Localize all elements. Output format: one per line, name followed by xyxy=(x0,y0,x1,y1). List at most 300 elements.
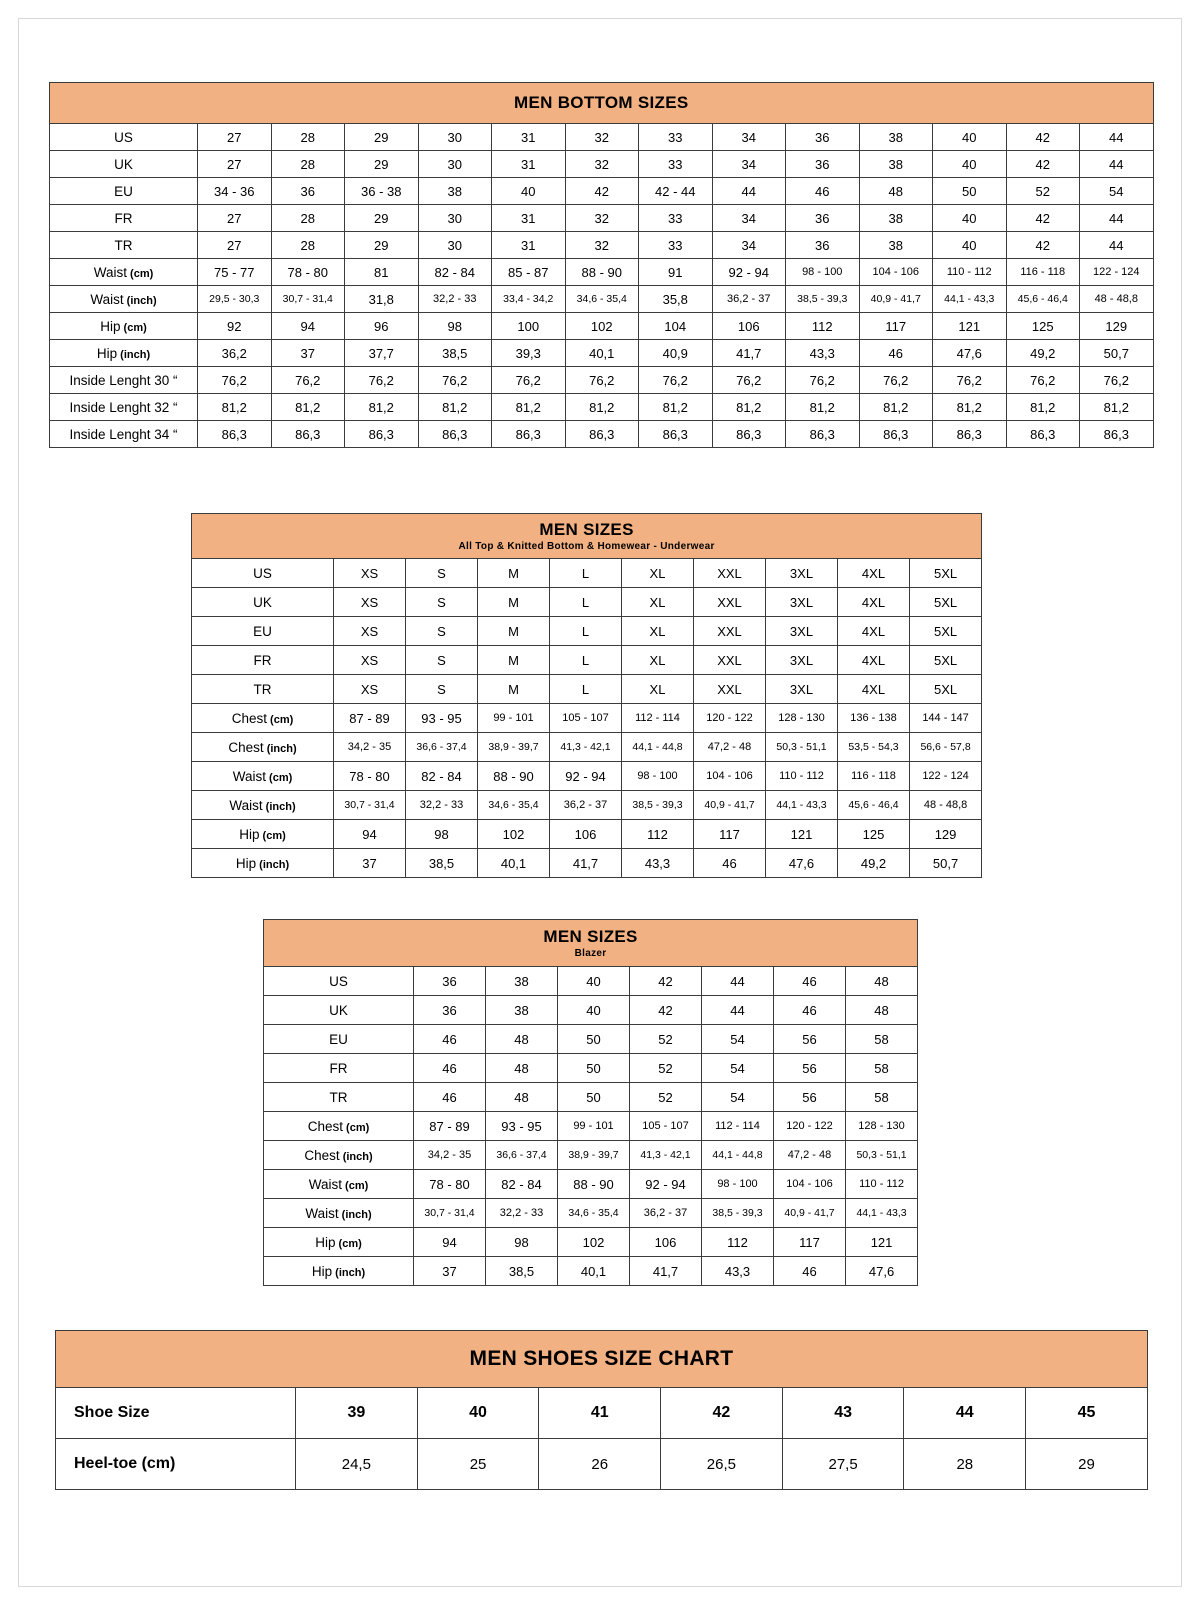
table-cell: 40,9 - 41,7 xyxy=(859,286,933,313)
table-cell: 40,9 - 41,7 xyxy=(774,1199,846,1228)
table-cell: 46 xyxy=(414,1025,486,1054)
table-cell: 47,2 - 48 xyxy=(694,733,766,762)
table-cell: 76,2 xyxy=(933,367,1007,394)
table-cell: 36 xyxy=(786,232,860,259)
table-cell: 32,2 - 33 xyxy=(418,286,492,313)
table-cell: 36 xyxy=(271,178,345,205)
table-cell: XL xyxy=(622,675,694,704)
table-cell: 106 xyxy=(712,313,786,340)
table-cell: 36 xyxy=(786,124,860,151)
row-label-text: Chest xyxy=(304,1147,340,1163)
row-label-unit: (cm) xyxy=(259,829,286,842)
table-cell: 48 xyxy=(486,1083,558,1112)
table-cell: 54 xyxy=(1080,178,1154,205)
table-cell: 86,3 xyxy=(712,421,786,448)
table-cell: 50,3 - 51,1 xyxy=(846,1141,918,1170)
row-label-text: Waist xyxy=(90,291,124,307)
table-cell: 30 xyxy=(418,232,492,259)
table-cell: 86,3 xyxy=(639,421,713,448)
table-cell: 110 - 112 xyxy=(766,762,838,791)
table-row xyxy=(264,1257,918,1286)
table-cell: 88 - 90 xyxy=(478,762,550,791)
table-cell: 42 xyxy=(1006,205,1080,232)
table-cell: 44,1 - 43,3 xyxy=(933,286,1007,313)
table-cell: 125 xyxy=(838,820,910,849)
table-cell: 5XL xyxy=(910,588,982,617)
table-cell: 76,2 xyxy=(639,367,713,394)
row-label-text: TR xyxy=(114,237,133,253)
table-cell: 56 xyxy=(774,1025,846,1054)
table-cell: 31 xyxy=(492,151,566,178)
table-cell: 44,1 - 43,3 xyxy=(766,791,838,820)
table-cell: 3XL xyxy=(766,588,838,617)
table-row xyxy=(264,1170,918,1199)
table-row xyxy=(50,259,1154,286)
table-cell: 34 - 36 xyxy=(198,178,272,205)
table-cell: 33 xyxy=(639,232,713,259)
table-cell: 27 xyxy=(198,232,272,259)
table-cell: 121 xyxy=(846,1228,918,1257)
table-title: MEN BOTTOM SIZES xyxy=(514,93,689,113)
table-cell: 81,2 xyxy=(418,394,492,421)
table-subtitle: All Top & Knitted Bottom & Homewear - Underwear xyxy=(458,541,715,553)
table-cell: 36,6 - 37,4 xyxy=(486,1141,558,1170)
table-cell: 24,5 xyxy=(296,1439,418,1490)
table-cell: 87 - 89 xyxy=(414,1112,486,1141)
table-cell: XS xyxy=(334,588,406,617)
table-cell: 48 xyxy=(486,1025,558,1054)
table-cell: 102 xyxy=(558,1228,630,1257)
table-cell: 91 xyxy=(639,259,713,286)
table-cell: 41,3 - 42,1 xyxy=(550,733,622,762)
table-cell: 98 xyxy=(418,313,492,340)
row-label-text: Chest xyxy=(228,739,264,755)
table-row xyxy=(50,286,1154,313)
table-cell: 34,2 - 35 xyxy=(414,1141,486,1170)
men-bottom-sizes-table xyxy=(49,82,1154,448)
row-label-text: Hip xyxy=(315,1234,336,1250)
row-label-text: TR xyxy=(329,1089,348,1105)
table-cell: 104 - 106 xyxy=(774,1170,846,1199)
table-cell: 39,3 xyxy=(492,340,566,367)
table-cell: 40 xyxy=(933,232,1007,259)
table-cell: 98 - 100 xyxy=(622,762,694,791)
row-label xyxy=(50,340,198,367)
table-title-cell xyxy=(264,920,918,967)
table-cell: 5XL xyxy=(910,617,982,646)
table-cell: L xyxy=(550,559,622,588)
table-cell: XS xyxy=(334,675,406,704)
table-cell: 98 xyxy=(486,1228,558,1257)
table-row xyxy=(50,421,1154,448)
table-cell: 94 xyxy=(334,820,406,849)
row-label xyxy=(56,1388,296,1439)
table-cell: L xyxy=(550,617,622,646)
table-cell: 56 xyxy=(774,1083,846,1112)
table-cell: 75 - 77 xyxy=(198,259,272,286)
row-label xyxy=(50,367,198,394)
table-cell: 76,2 xyxy=(1006,367,1080,394)
table-cell: 44 xyxy=(1080,124,1154,151)
table-cell: 144 - 147 xyxy=(910,704,982,733)
table-cell: 3XL xyxy=(766,559,838,588)
table-cell: 46 xyxy=(774,967,846,996)
table-cell: 56 xyxy=(774,1054,846,1083)
table-cell: 38 xyxy=(859,232,933,259)
table-cell: 81,2 xyxy=(345,394,419,421)
table-cell: 40,9 xyxy=(639,340,713,367)
row-label-text: Chest xyxy=(307,1118,343,1134)
table-cell: 81,2 xyxy=(492,394,566,421)
row-label-text: Hip xyxy=(100,318,121,334)
table-cell: 129 xyxy=(910,820,982,849)
table-cell: 40,9 - 41,7 xyxy=(694,791,766,820)
table-cell: 31 xyxy=(492,232,566,259)
table-cell: 36,2 - 37 xyxy=(712,286,786,313)
table-cell: 86,3 xyxy=(198,421,272,448)
table-cell: 31,8 xyxy=(345,286,419,313)
table-cell: 86,3 xyxy=(1006,421,1080,448)
row-label xyxy=(264,1257,414,1286)
table-cell: 58 xyxy=(846,1083,918,1112)
table-cell: XXL xyxy=(694,646,766,675)
table-cell: 27 xyxy=(198,151,272,178)
table-cell: 58 xyxy=(846,1054,918,1083)
row-label xyxy=(50,286,198,313)
table-cell: 37 xyxy=(271,340,345,367)
table-cell: 125 xyxy=(1006,313,1080,340)
table-cell: 112 - 114 xyxy=(702,1112,774,1141)
table-cell: 42 xyxy=(565,178,639,205)
table-cell: 102 xyxy=(478,820,550,849)
row-label xyxy=(56,1439,296,1490)
table-cell: 121 xyxy=(933,313,1007,340)
row-label-text: FR xyxy=(114,210,133,226)
row-label-text: Inside Lenght 34 “ xyxy=(69,426,178,442)
row-label xyxy=(50,178,198,205)
table-row xyxy=(192,588,982,617)
table-cell: 41 xyxy=(539,1388,661,1439)
table-cell: 106 xyxy=(550,820,622,849)
table-row xyxy=(50,124,1154,151)
men-top-sizes-table xyxy=(191,513,982,878)
row-label xyxy=(192,646,334,675)
table-cell: 99 - 101 xyxy=(558,1112,630,1141)
table-cell: 92 - 94 xyxy=(630,1170,702,1199)
table-title-row xyxy=(264,920,918,967)
table-row xyxy=(50,313,1154,340)
table-cell: 38,5 xyxy=(406,849,478,878)
row-label-text: Waist xyxy=(305,1205,339,1221)
table-cell: 86,3 xyxy=(933,421,1007,448)
table-cell: 76,2 xyxy=(786,367,860,394)
table-cell: 85 - 87 xyxy=(492,259,566,286)
row-label xyxy=(192,849,334,878)
table-cell: 38,9 - 39,7 xyxy=(558,1141,630,1170)
row-label xyxy=(264,1199,414,1228)
table-cell: XL xyxy=(622,559,694,588)
table-cell: 100 xyxy=(492,313,566,340)
row-label-text: UK xyxy=(329,1002,348,1018)
row-label xyxy=(192,704,334,733)
table-cell: 30,7 - 31,4 xyxy=(414,1199,486,1228)
table-cell: 54 xyxy=(702,1025,774,1054)
table-cell: 76,2 xyxy=(198,367,272,394)
row-label-text: Waist xyxy=(308,1176,342,1192)
row-label xyxy=(264,996,414,1025)
table-row xyxy=(192,559,982,588)
table-title: MEN SIZES xyxy=(543,926,638,946)
table-cell: 56,6 - 57,8 xyxy=(910,733,982,762)
table-cell: XS xyxy=(334,646,406,675)
table-cell: 34,6 - 35,4 xyxy=(558,1199,630,1228)
table-cell: 117 xyxy=(859,313,933,340)
table-cell: 42 xyxy=(1006,151,1080,178)
table-cell: 43,3 xyxy=(702,1257,774,1286)
table-cell: S xyxy=(406,588,478,617)
row-label-text: FR xyxy=(253,652,272,668)
table-row xyxy=(264,1199,918,1228)
table-cell: 41,3 - 42,1 xyxy=(630,1141,702,1170)
row-label-text: Hip xyxy=(96,345,118,361)
table-row xyxy=(192,733,982,762)
table-cell: 104 xyxy=(639,313,713,340)
table-cell: 38,5 - 39,3 xyxy=(622,791,694,820)
table-cell: 50 xyxy=(933,178,1007,205)
table-cell: 52 xyxy=(630,1025,702,1054)
table-cell: 102 xyxy=(565,313,639,340)
table-cell: 78 - 80 xyxy=(334,762,406,791)
table-cell: S xyxy=(406,617,478,646)
table-cell: 44,1 - 43,3 xyxy=(846,1199,918,1228)
table-cell: 38,5 xyxy=(486,1257,558,1286)
table-cell: 36 xyxy=(414,996,486,1025)
table-cell: 36,2 - 37 xyxy=(550,791,622,820)
table-cell: 47,2 - 48 xyxy=(774,1141,846,1170)
table-cell: 4XL xyxy=(838,617,910,646)
row-label xyxy=(264,1141,414,1170)
table-cell: 82 - 84 xyxy=(406,762,478,791)
table-cell: 44,1 - 44,8 xyxy=(622,733,694,762)
table-cell: 86,3 xyxy=(418,421,492,448)
table-title-cell xyxy=(56,1331,1148,1388)
row-label-text: EU xyxy=(329,1031,348,1047)
row-label-text: US xyxy=(329,973,348,989)
table-cell: 94 xyxy=(271,313,345,340)
table-cell: 78 - 80 xyxy=(271,259,345,286)
table-cell: 82 - 84 xyxy=(418,259,492,286)
table-cell: 120 - 122 xyxy=(774,1112,846,1141)
table-row xyxy=(50,394,1154,421)
table-cell: 112 - 114 xyxy=(622,704,694,733)
table-cell: 46 xyxy=(859,340,933,367)
table-cell: 42 xyxy=(661,1388,783,1439)
table-cell: 25 xyxy=(417,1439,539,1490)
table-cell: 105 - 107 xyxy=(630,1112,702,1141)
table-cell: 38,9 - 39,7 xyxy=(478,733,550,762)
table-cell: 27 xyxy=(198,205,272,232)
table-cell: 30 xyxy=(418,151,492,178)
table-cell: 76,2 xyxy=(271,367,345,394)
table-cell: L xyxy=(550,588,622,617)
table-cell: 104 - 106 xyxy=(859,259,933,286)
table-cell: 34 xyxy=(712,205,786,232)
table-cell: 46 xyxy=(694,849,766,878)
table-row xyxy=(264,1228,918,1257)
table-cell: XXL xyxy=(694,675,766,704)
row-label-unit: (cm) xyxy=(267,713,294,726)
table-cell: 5XL xyxy=(910,559,982,588)
row-label-text: Waist xyxy=(93,264,127,280)
table-cell: S xyxy=(406,675,478,704)
row-label-text: UK xyxy=(114,156,133,172)
table-cell: 40 xyxy=(558,967,630,996)
table-cell: 38 xyxy=(859,124,933,151)
table-cell: 32 xyxy=(565,205,639,232)
table-cell: 34 xyxy=(712,124,786,151)
table-cell: 44 xyxy=(1080,205,1154,232)
table-row xyxy=(264,1141,918,1170)
table-row xyxy=(264,1083,918,1112)
table-cell: 88 - 90 xyxy=(558,1170,630,1199)
table-cell: 30 xyxy=(418,205,492,232)
table-cell: 33 xyxy=(639,151,713,178)
row-label xyxy=(264,1112,414,1141)
table-cell: 106 xyxy=(630,1228,702,1257)
table-cell: 33 xyxy=(639,205,713,232)
table-cell: 43,3 xyxy=(786,340,860,367)
table-cell: 92 - 94 xyxy=(712,259,786,286)
table-cell: 29,5 - 30,3 xyxy=(198,286,272,313)
table-cell: 44 xyxy=(702,996,774,1025)
table-cell: 37,7 xyxy=(345,340,419,367)
table-row xyxy=(50,205,1154,232)
table-cell: 26 xyxy=(539,1439,661,1490)
table-cell: 58 xyxy=(846,1025,918,1054)
table-cell: 110 - 112 xyxy=(846,1170,918,1199)
table-cell: 42 xyxy=(1006,232,1080,259)
table-cell: 38,5 - 39,3 xyxy=(786,286,860,313)
table-cell: 40 xyxy=(417,1388,539,1439)
table-row xyxy=(192,762,982,791)
table-cell: 32,2 - 33 xyxy=(486,1199,558,1228)
table-cell: 48 - 48,8 xyxy=(910,791,982,820)
table-cell: 52 xyxy=(1006,178,1080,205)
table-cell: XL xyxy=(622,646,694,675)
table-cell: 81,2 xyxy=(271,394,345,421)
table-cell: 86,3 xyxy=(271,421,345,448)
table-cell: 31 xyxy=(492,124,566,151)
row-label-text: Inside Lenght 30 “ xyxy=(69,372,178,388)
row-label xyxy=(264,1170,414,1199)
table-title: MEN SHOES SIZE CHART xyxy=(469,1346,734,1370)
table-cell: 36 - 38 xyxy=(345,178,419,205)
table-cell: 96 xyxy=(345,313,419,340)
table-title-row xyxy=(56,1331,1148,1388)
table-cell: 38,5 - 39,3 xyxy=(702,1199,774,1228)
table-row xyxy=(50,367,1154,394)
table-cell: 26,5 xyxy=(661,1439,783,1490)
table-cell: 38 xyxy=(418,178,492,205)
table-cell: 117 xyxy=(774,1228,846,1257)
table-cell: 38 xyxy=(859,205,933,232)
table-title-cell xyxy=(192,514,982,559)
table-cell: 37 xyxy=(334,849,406,878)
table-cell: 39 xyxy=(296,1388,418,1439)
table-cell: 44 xyxy=(712,178,786,205)
table-cell: 27,5 xyxy=(782,1439,904,1490)
table-cell: XXL xyxy=(694,588,766,617)
table-cell: 94 xyxy=(414,1228,486,1257)
table-cell: 81,2 xyxy=(198,394,272,421)
row-label-unit: (inch) xyxy=(117,348,151,361)
table-cell: 3XL xyxy=(766,646,838,675)
table-cell: 33,4 - 34,2 xyxy=(492,286,566,313)
table-cell: 81,2 xyxy=(1080,394,1154,421)
men-blazer-sizes-table xyxy=(263,919,918,1286)
row-label xyxy=(50,259,198,286)
row-label-text: Hip xyxy=(235,855,257,871)
table-cell: 49,2 xyxy=(1006,340,1080,367)
table-cell: 29 xyxy=(345,205,419,232)
table-cell: 46 xyxy=(414,1083,486,1112)
table-cell: 45,6 - 46,4 xyxy=(838,791,910,820)
table-cell: 54 xyxy=(702,1083,774,1112)
table-title: MEN SIZES xyxy=(539,519,634,539)
table-cell: 86,3 xyxy=(859,421,933,448)
table-cell: 86,3 xyxy=(565,421,639,448)
table-cell: 47,6 xyxy=(933,340,1007,367)
table-cell: XXL xyxy=(694,617,766,646)
table-cell: 29 xyxy=(345,232,419,259)
table-cell: 36,6 - 37,4 xyxy=(406,733,478,762)
table-row xyxy=(192,849,982,878)
row-label-unit: (inch) xyxy=(339,1150,373,1163)
table-cell: 76,2 xyxy=(345,367,419,394)
table-cell: 36,2 xyxy=(198,340,272,367)
table-cell: 41,7 xyxy=(712,340,786,367)
table-cell: 93 - 95 xyxy=(406,704,478,733)
table-row xyxy=(264,1025,918,1054)
table-cell: 81,2 xyxy=(786,394,860,421)
table-cell: 29 xyxy=(1026,1439,1148,1490)
table-cell: 53,5 - 54,3 xyxy=(838,733,910,762)
table-row xyxy=(264,1112,918,1141)
table-cell: 47,6 xyxy=(766,849,838,878)
table-cell: 29 xyxy=(345,124,419,151)
table-cell: 42 xyxy=(630,967,702,996)
row-label-unit: (cm) xyxy=(343,1121,370,1134)
table-cell: 34,6 - 35,4 xyxy=(565,286,639,313)
table-row xyxy=(56,1388,1148,1439)
table-cell: 92 - 94 xyxy=(550,762,622,791)
table-cell: 48 xyxy=(846,967,918,996)
table-cell: 28 xyxy=(271,205,345,232)
table-cell: 36 xyxy=(786,151,860,178)
table-cell: 40,1 xyxy=(565,340,639,367)
table-cell: 47,6 xyxy=(846,1257,918,1286)
table-cell: 3XL xyxy=(766,617,838,646)
row-label xyxy=(50,124,198,151)
table-cell: 78 - 80 xyxy=(414,1170,486,1199)
table-cell: 128 - 130 xyxy=(766,704,838,733)
table-cell: M xyxy=(478,588,550,617)
table-cell: XXL xyxy=(694,559,766,588)
table-cell: 105 - 107 xyxy=(550,704,622,733)
table-cell: 4XL xyxy=(838,646,910,675)
table-cell: 40 xyxy=(558,996,630,1025)
row-label xyxy=(192,791,334,820)
